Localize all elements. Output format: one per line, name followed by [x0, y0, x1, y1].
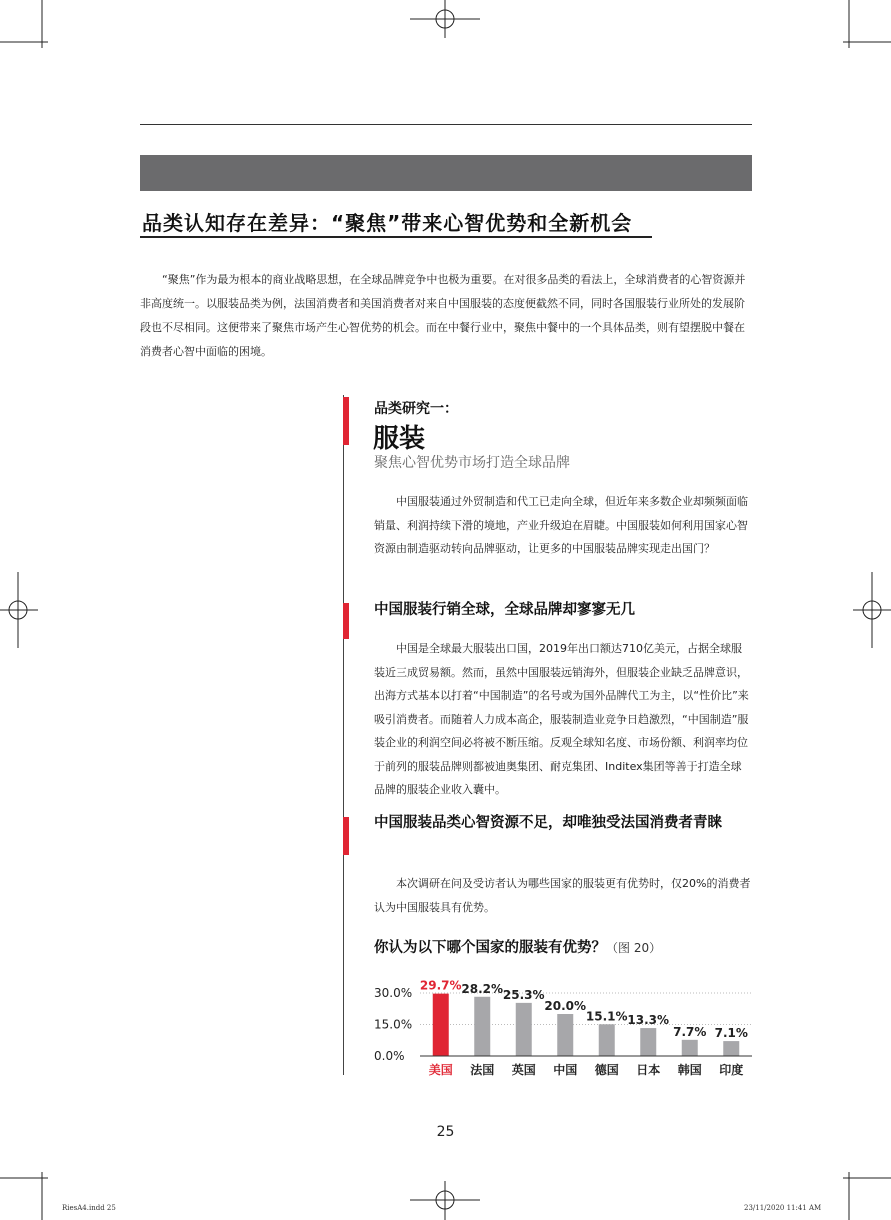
data-label: 7.1%	[714, 1026, 748, 1041]
column-rule	[343, 395, 344, 1075]
headline-underline	[140, 236, 652, 238]
bar	[474, 997, 490, 1056]
y-tick-label: 15.0%	[374, 1017, 413, 1032]
category-label: 美国	[428, 1063, 453, 1077]
data-label: 28.2%	[461, 981, 504, 996]
section-paragraph-1: 中国服装通过外贸制造和代工已走向全球，但近年来多数企业却频频面临销量、利润持续下滑的境地，产业升级迫在眉睫。中国服装如何利用国家心智资源由制造驱动转向品牌驱动，让更多的中国服装品牌实现走出国门？	[374, 495, 748, 555]
section-paragraph-3: 本次调研在问及受访者认为哪些国家的服装更有优势时，仅20%的消费者认为中国服装具有优势。	[374, 877, 751, 914]
bar	[723, 1041, 739, 1056]
bar-chart	[370, 970, 760, 1082]
section-accent-mark	[343, 397, 349, 445]
section-subtitle: 聚焦心智优势市场打造全球品牌	[374, 455, 570, 471]
section-paragraph-2: 中国是全球最大服装出口国，2019年出口额达710亿美元，占据全球服装近三成贸易额。然而，虽然中国服装远销海外，但服装企业缺乏品牌意识，出海方式基本以打着“中国制造”的名号或为国外品牌代工为主，以“性价比”来吸引消费者。而随着人力成本高企，服装制造业竞争日趋激烈，“中国制造”服装企业的利润空间必将被不断压缩。反观全球知名度、市场份额、利润率均位于前列的服装品牌则都被迪奥集团、耐克集团、Inditex集团等善于打造全球品牌的服装企业收入囊中。	[374, 642, 749, 796]
data-label: 15.1%	[585, 1009, 628, 1024]
heading2-accent-mark	[343, 817, 349, 855]
bar	[516, 1003, 532, 1056]
bar	[557, 1014, 573, 1056]
category-label: 印度	[719, 1063, 744, 1077]
data-label: 7.7%	[673, 1024, 707, 1039]
bar	[599, 1024, 615, 1056]
category-label: 韩国	[677, 1063, 702, 1077]
y-tick-label: 0.0%	[374, 1049, 405, 1063]
y-tick-label: 30.0%	[374, 986, 413, 1000]
top-rule	[140, 124, 752, 125]
category-label: 德国	[594, 1063, 619, 1077]
data-label: 20.0%	[544, 999, 587, 1013]
subheading-1: 中国服装行销全球，全球品牌却寥寥无几	[374, 602, 635, 618]
subheading-2: 中国服装品类心智资源不足，却唯独受法国消费者青睐	[374, 815, 722, 831]
section-title: 服装	[373, 424, 426, 454]
category-label: 英国	[511, 1063, 536, 1077]
intro-paragraph: “聚焦”作为最为根本的商业战略思想，在全球品牌竞争中也极为重要。在对很多品类的看法上，全球消费者的心智资源并非高度统一。以服装品类为例，法国消费者和美国消费者对来自中国服装的态度便截然不同，同时各国服装行业所处的发展阶段也不尽相同。这便带来了聚焦市场产生心智优势的机会。而在中餐行业中，聚焦中餐中的一个具体品类，则有望摆脱中餐在消费者心智中面临的困境。	[140, 273, 746, 358]
category-label: 日本	[636, 1063, 661, 1077]
figure-ref: （图 20）	[606, 941, 662, 955]
bar	[433, 994, 449, 1056]
data-label: 13.3%	[627, 1013, 670, 1028]
category-label: 中国	[553, 1063, 578, 1077]
page-number: 25	[436, 1124, 455, 1140]
bar	[640, 1028, 656, 1056]
data-label: 25.3%	[502, 987, 545, 1002]
footer-file: RiesA4.indd 25	[62, 1204, 116, 1212]
chart-title: 你认为以下哪个国家的服装有优势？（图 20）	[374, 940, 662, 956]
bar	[682, 1040, 698, 1056]
data-label: 29.7%	[419, 978, 462, 993]
category-label: 法国	[470, 1063, 495, 1077]
header-band	[140, 155, 752, 191]
page-headline: 品类认知存在差异：“聚焦”带来心智优势和全新机会	[142, 211, 633, 235]
heading1-accent-mark	[343, 603, 349, 639]
section-label: 品类研究一：	[374, 401, 458, 417]
footer-timestamp: 23/11/2020 11:41 AM	[744, 1204, 822, 1212]
